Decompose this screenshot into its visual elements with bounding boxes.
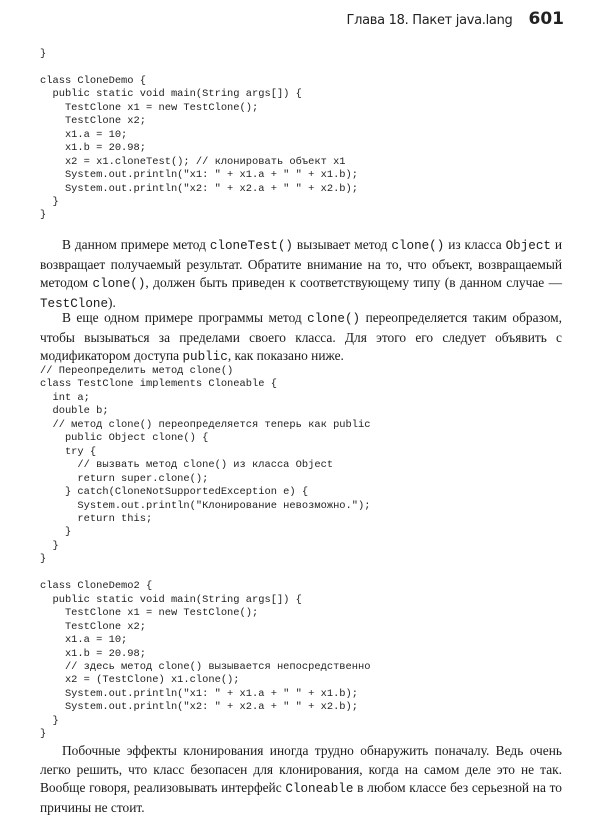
code-listing-clonedemo2: // Переопределить метод clone() class TestClone implements Cloneable { int a; double b; // метод clone() переопределяется теперь как public public Object clone() { try { // вызвать метод clone() из класса Object return super.clone(); } catch(CloneNotSupportedException e) { System.out.println("Клонирование невозможно."); return this; } } } class CloneDemo2 { public static void main(String args[]) { TestClone x1 = new TestClone(); TestClone x2; x1.a = 10; x1.b = 20.98; // здесь метод clone() вызывается непосредственно x2 = (TestClone) x1.clone(); System.out.println("x1: " + x1.a + " " + x1.b); System.out.println("x2: " + x2.a + " " + x2.b); } } (40, 365, 371, 741)
code-listing-clonedemo: } class CloneDemo { public static void main(String args[]) { TestClone x1 = new TestClone(); TestClone x2; x1.a = 10; x1.b = 20.98; x2 = x1.cloneTest(); // клонировать объект x1 System.out.println("x1: " + x1.a + " " + x1.b); System.out.println("x2: " + x2.a + " " + x2.b); } } (40, 48, 359, 222)
page-number: 601 (528, 9, 564, 29)
paragraph-side-effects: Побочные эффекты клонирования иногда трудно обнаружить поначалу. Ведь очень легко решить, что класс безопасен для клонирования, когда на самом деле это не так. Вообще говоря, реализовывать интерфейс Cloneable в любом классе без серьезной на то причины не стоит. (40, 743, 562, 815)
paragraph-clonetest-explanation: В данном примере метод cloneTest() вызывает метод clone() из класса Object и возвращает получаемый результат. Обратите внимание на то, что объект, возвращаемый методом clone(), должен быть приведен к соответствующему типу (в данном случае — TestClone). (40, 237, 563, 311)
chapter-title: Глава 18. Пакет java.lang (346, 13, 513, 28)
page-header (346, 9, 564, 29)
paragraph-override-explanation: В еще одном примере программы метод clone() переопределяется таким образом, чтобы вызываться за пределами своего класса. Для этого его следует объявить с модификатором доступа public, как показано ниже. (40, 310, 562, 365)
